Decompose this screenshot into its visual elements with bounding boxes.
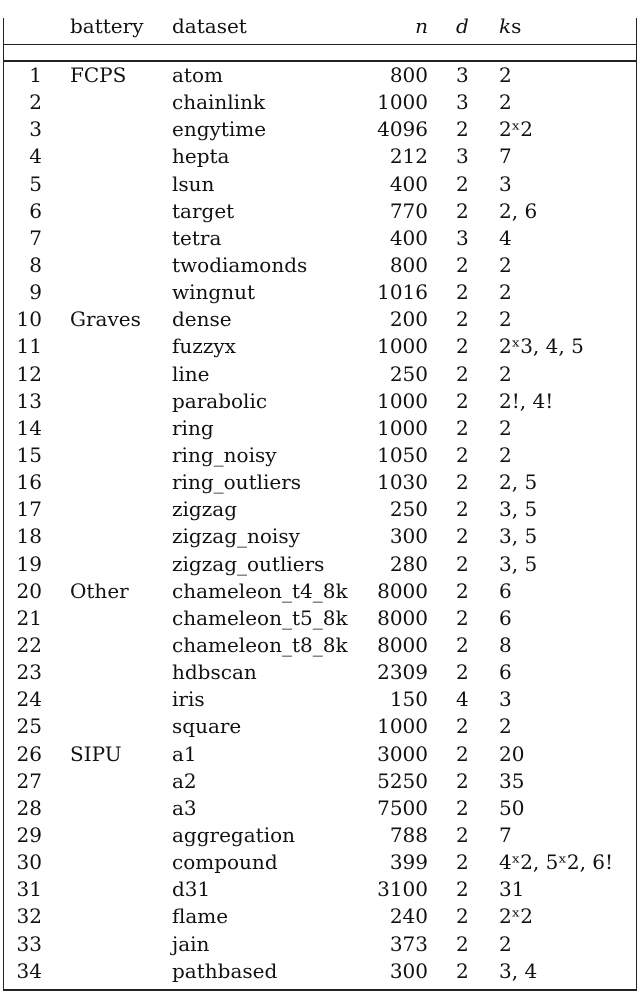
d-cell: 2 [456,578,469,603]
d-cell: 2 [456,334,469,359]
ks-cell: 2!, 4! [499,388,554,413]
ks-cell: 4 [499,225,512,250]
dataset-cell: twodiamonds [172,252,308,277]
row-index: 23 [16,660,42,685]
row-index: 28 [16,795,42,820]
table-row [0,333,640,360]
row-index: 29 [16,822,42,847]
dataset-cell: atom [172,63,223,87]
ks-cell: 2 [499,714,512,739]
dataset-cell: tetra [172,225,222,250]
n-cell: 800 [389,252,428,277]
d-cell: 2 [456,822,469,847]
n-cell: 150 [389,687,428,712]
row-index: 27 [16,768,42,793]
d-cell: 3 [456,144,469,169]
ks-cell: 2, 6 [499,198,538,223]
d-cell: 2 [456,524,469,549]
dataset-cell: chameleon_t5_8k [172,605,348,630]
table-row [0,89,640,116]
dataset-cell: engytime [172,117,267,142]
n-cell: 400 [389,225,428,250]
ks-cell: 2 [499,361,512,386]
d-cell: 2 [456,307,469,332]
table-row [0,605,640,632]
d-cell: 2 [456,252,469,277]
row-index: 31 [16,877,42,902]
table-body [0,62,640,985]
table-row [0,822,640,849]
dataset-cell: pathbased [172,958,278,983]
n-cell: 373 [389,931,428,956]
row-index: 25 [16,714,42,739]
ks-cell: 8 [499,632,512,657]
n-cell: 3000 [377,741,428,766]
n-cell: 8000 [377,632,428,657]
battery-cell: Graves [70,307,141,332]
n-cell: 2309 [377,660,428,685]
table-row [0,578,640,605]
ks-cell: 2 [499,63,512,87]
n-cell: 1000 [377,388,428,413]
table-row [0,496,640,523]
dataset-cell: chainlink [172,90,266,115]
d-cell: 2 [456,660,469,685]
dataset-cell: square [172,714,242,739]
n-cell: 1000 [377,714,428,739]
table-row [0,143,640,170]
n-cell: 1000 [377,415,428,440]
d-cell: 2 [456,741,469,766]
ks-cell: 6 [499,578,512,603]
header-rule [3,44,637,45]
d-cell: 2 [456,551,469,576]
dataset-cell: fuzzyx [172,334,236,359]
table-row [0,116,640,143]
d-cell: 2 [456,904,469,929]
ks-cell: 2 [499,90,512,115]
d-cell: 2 [456,415,469,440]
dataset-cell: ring [172,415,214,440]
d-cell: 3 [456,90,469,115]
table-row [0,388,640,415]
d-cell: 2 [456,850,469,875]
ks-cell: 2, 5 [499,470,538,495]
row-index: 11 [16,334,42,359]
row-index: 12 [16,361,42,386]
n-cell: 399 [389,850,428,875]
d-cell: 2 [456,768,469,793]
d-cell: 2 [456,171,469,196]
row-index: 6 [29,198,42,223]
dataset-cell: flame [172,904,229,929]
header-ks-k: k [499,14,512,38]
n-cell: 1000 [377,334,428,359]
d-cell: 2 [456,280,469,305]
ks-cell: 2 [499,280,512,305]
battery-cell: FCPS [70,63,127,87]
d-cell: 2 [456,632,469,657]
table-row [0,741,640,768]
table-row [0,252,640,279]
table-row [0,551,640,578]
n-cell: 1050 [377,442,428,467]
row-index: 32 [16,904,42,929]
battery-cell: SIPU [70,741,122,766]
d-cell: 4 [456,687,469,712]
ks-cell: 7 [499,144,512,169]
header-dataset: dataset [172,14,247,38]
d-cell: 2 [456,497,469,522]
ks-cell: 50 [499,795,525,820]
d-cell: 2 [456,877,469,902]
table-row [0,713,640,740]
table-row [0,958,640,985]
ks-cell: 2ˣ3, 4, 5 [499,334,584,359]
table-row [0,306,640,333]
ks-cell: 3, 5 [499,551,538,576]
header-d: d [456,14,469,38]
ks-cell: 2 [499,442,512,467]
row-index: 4 [29,144,42,169]
n-cell: 280 [389,551,428,576]
ks-cell: 2ˣ2 [499,904,533,929]
table-row [0,62,640,89]
n-cell: 300 [389,524,428,549]
header-n: n [415,14,428,38]
row-index: 20 [16,578,42,603]
row-index: 10 [16,307,42,332]
table-row [0,523,640,550]
d-cell: 2 [456,931,469,956]
dataset-cell: a1 [172,741,197,766]
ks-cell: 35 [499,768,525,793]
d-cell: 2 [456,795,469,820]
table-row [0,795,640,822]
dataset-cell: d31 [172,877,211,902]
dataset-cell: zigzag_noisy [172,524,300,549]
dataset-cell: target [172,198,235,223]
row-index: 34 [16,958,42,983]
dataset-cell: parabolic [172,388,268,413]
dataset-cell: a3 [172,795,197,820]
bottom-rule [3,989,637,991]
table-row [0,903,640,930]
dataset-cell: compound [172,850,278,875]
row-index: 7 [29,225,42,250]
row-index: 8 [29,252,42,277]
ks-cell: 2 [499,252,512,277]
dataset-cell: hepta [172,144,230,169]
table-row [0,225,640,252]
d-cell: 2 [456,388,469,413]
d-cell: 2 [456,361,469,386]
ks-cell: 4ˣ2, 5ˣ2, 6! [499,850,614,875]
dataset-cell: ring_noisy [172,442,277,467]
n-cell: 212 [389,144,428,169]
n-cell: 240 [389,904,428,929]
n-cell: 250 [389,497,428,522]
row-index: 18 [16,524,42,549]
row-index: 16 [16,470,42,495]
ks-cell: 31 [499,877,525,902]
dataset-cell: iris [172,687,205,712]
d-cell: 2 [456,117,469,142]
n-cell: 800 [389,63,428,87]
n-cell: 1016 [377,280,428,305]
n-cell: 300 [389,958,428,983]
table-row [0,686,640,713]
row-index: 15 [16,442,42,467]
n-cell: 4096 [377,117,428,142]
d-cell: 2 [456,198,469,223]
n-cell: 400 [389,171,428,196]
n-cell: 8000 [377,578,428,603]
row-index: 33 [16,931,42,956]
table-row [0,442,640,469]
d-cell: 2 [456,442,469,467]
d-cell: 2 [456,470,469,495]
n-cell: 1030 [377,470,428,495]
table-row [0,768,640,795]
d-cell: 2 [456,958,469,983]
dataset-cell: hdbscan [172,660,257,685]
battery-cell: Other [70,578,129,603]
d-cell: 3 [456,63,469,87]
row-index: 14 [16,415,42,440]
row-index: 1 [29,63,42,87]
ks-cell: 6 [499,605,512,630]
ks-cell: 2 [499,415,512,440]
dataset-cell: line [172,361,210,386]
n-cell: 770 [389,198,428,223]
table-row [0,632,640,659]
n-cell: 8000 [377,605,428,630]
dataset-cell: chameleon_t4_8k [172,578,348,603]
dataset-cell: jain [172,931,210,956]
ks-cell: 2ˣ2 [499,117,533,142]
ks-cell: 2 [499,307,512,332]
dataset-cell: a2 [172,768,197,793]
dataset-cell: dense [172,307,232,332]
row-index: 24 [16,687,42,712]
row-index: 22 [16,632,42,657]
table-row [0,876,640,903]
d-cell: 2 [456,605,469,630]
n-cell: 3100 [377,877,428,902]
n-cell: 788 [389,822,428,847]
row-index: 5 [29,171,42,196]
dataset-cell: wingnut [172,280,255,305]
header-ks-s: s [511,14,522,38]
dataset-cell: zigzag_outliers [172,551,325,576]
table-row [0,931,640,958]
ks-cell: 3, 4 [499,958,538,983]
table-row [0,469,640,496]
header-ks [499,14,521,38]
row-index: 30 [16,850,42,875]
row-index: 3 [29,117,42,142]
row-index: 9 [29,280,42,305]
header-battery: battery [70,14,144,38]
ks-cell: 3 [499,687,512,712]
ks-cell: 7 [499,822,512,847]
table-row [0,415,640,442]
table-row [0,849,640,876]
ks-cell: 3, 5 [499,524,538,549]
n-cell: 1000 [377,90,428,115]
row-index: 2 [29,90,42,115]
ks-cell: 2 [499,931,512,956]
d-cell: 3 [456,225,469,250]
d-cell: 2 [456,714,469,739]
ks-cell: 3, 5 [499,497,538,522]
table-row [0,198,640,225]
ks-cell: 6 [499,660,512,685]
n-cell: 5250 [377,768,428,793]
dataset-cell: lsun [172,171,215,196]
row-index: 21 [16,605,42,630]
table-row [0,279,640,306]
row-index: 13 [16,388,42,413]
ks-cell: 3 [499,171,512,196]
dataset-cell: zigzag [172,497,237,522]
n-cell: 7500 [377,795,428,820]
row-index: 17 [16,497,42,522]
n-cell: 200 [389,307,428,332]
dataset-cell: ring_outliers [172,470,302,495]
ks-cell: 20 [499,741,525,766]
table-row [0,659,640,686]
dataset-cell: chameleon_t8_8k [172,632,348,657]
dataset-cell: aggregation [172,822,296,847]
table-row [0,361,640,388]
table-row [0,171,640,198]
row-index: 19 [16,551,42,576]
table-header [0,12,640,44]
n-cell: 250 [389,361,428,386]
row-index: 26 [16,741,42,766]
